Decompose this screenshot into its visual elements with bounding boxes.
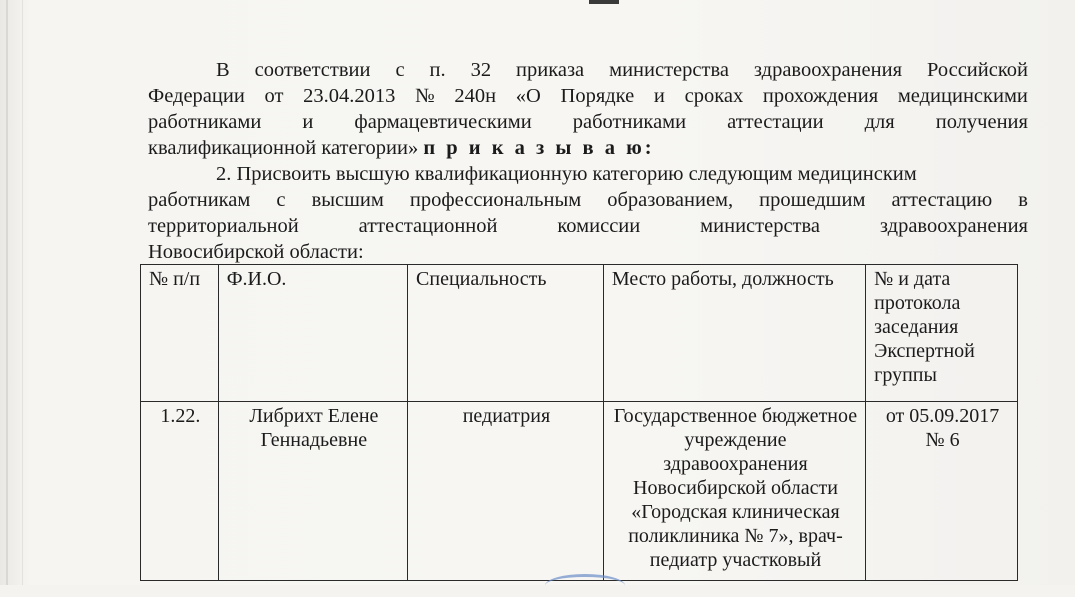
paragraph-text: Новосибирской области:: [148, 241, 364, 263]
word: работниками: [572, 111, 687, 133]
header-num: № п/п: [141, 265, 219, 402]
word: работникам: [148, 189, 251, 211]
word: аттестационной: [358, 215, 498, 237]
word: Федерации: [148, 85, 245, 107]
header-specialty: Специальность: [408, 265, 604, 402]
paragraph-line: [148, 213, 1028, 239]
table-row: [141, 402, 1018, 581]
word: здравоохранения: [879, 215, 1028, 237]
paragraph-line: [148, 239, 1028, 265]
stamp-edge-mark: [545, 574, 625, 597]
cell-num: 1.22.: [141, 402, 219, 581]
word: высшим: [311, 189, 384, 211]
word: сроках: [684, 85, 744, 107]
word: «О: [515, 85, 541, 107]
word: профессиональным: [409, 189, 582, 211]
paragraph-order-preamble: [148, 57, 1028, 161]
page-fold-line-secondary: [22, 0, 23, 585]
paragraph-line: [148, 161, 1028, 187]
table-header-row: [141, 265, 1018, 402]
word: от: [264, 85, 284, 107]
word: работниками: [148, 111, 262, 133]
word: аттестации: [727, 111, 824, 133]
top-ink-mark: [589, 0, 619, 4]
cell-name: Либрихт Елене Геннадьевне: [218, 402, 407, 581]
paragraph-line: [148, 187, 1028, 213]
word: Порядке: [560, 85, 635, 107]
word: фармацевтическими: [354, 111, 532, 133]
word: Российской: [926, 59, 1028, 81]
paragraph-line: [148, 135, 1028, 161]
attestation-table: [140, 264, 1018, 581]
header-protocol: № и дата протокола заседания Экспертной группы: [866, 265, 1018, 402]
word: В: [216, 59, 230, 81]
word: медицинскими: [897, 85, 1028, 107]
word: территориальной: [148, 215, 299, 237]
word: с: [395, 59, 405, 81]
cell-workplace: Государственное бюджетное учреждение здравоохранения Новосибирской области «Городская клиническая поликлиника № 7», врач-педиатр участковый: [603, 402, 865, 581]
word: получения: [935, 111, 1028, 133]
paragraph-line: [148, 57, 1028, 83]
word: и: [302, 111, 314, 133]
paragraph-text: 2. Присвоить высшую квалификационную категорию следующим медицинским: [216, 163, 917, 185]
word: 240н: [454, 85, 497, 107]
word: аттестацию: [891, 189, 993, 211]
word: в: [1018, 189, 1028, 211]
word: прохождения: [762, 85, 879, 107]
word: №: [415, 85, 435, 107]
word: 23.04.2013: [303, 85, 396, 107]
cell-specialty: педиатрия: [408, 402, 604, 581]
word: для: [864, 111, 895, 133]
word: министерства: [700, 215, 821, 237]
order-word: п р и к а з ы в а ю:: [423, 137, 655, 159]
word: министерства: [609, 59, 729, 81]
word: приказа: [516, 59, 585, 81]
word: образованием,: [607, 189, 734, 211]
page-fold-line: [6, 0, 8, 585]
word: с: [276, 189, 286, 211]
header-name: Ф.И.О.: [218, 265, 407, 402]
paragraph-text: квалификационной категории»: [148, 137, 419, 159]
word: п.: [429, 59, 446, 81]
word: комиссии: [557, 215, 641, 237]
paragraph-line: [148, 109, 1028, 135]
paragraph-line: [148, 83, 1028, 109]
word: и: [653, 85, 665, 107]
paragraph-assignment: [148, 161, 1028, 265]
header-workplace: Место работы, должность: [603, 265, 865, 402]
cell-protocol: от 05.09.2017 № 6: [866, 402, 1018, 581]
word: соответствии: [254, 59, 371, 81]
word: здравоохранения: [753, 59, 902, 81]
word: прошедшим: [759, 189, 866, 211]
word: 32: [470, 59, 492, 81]
